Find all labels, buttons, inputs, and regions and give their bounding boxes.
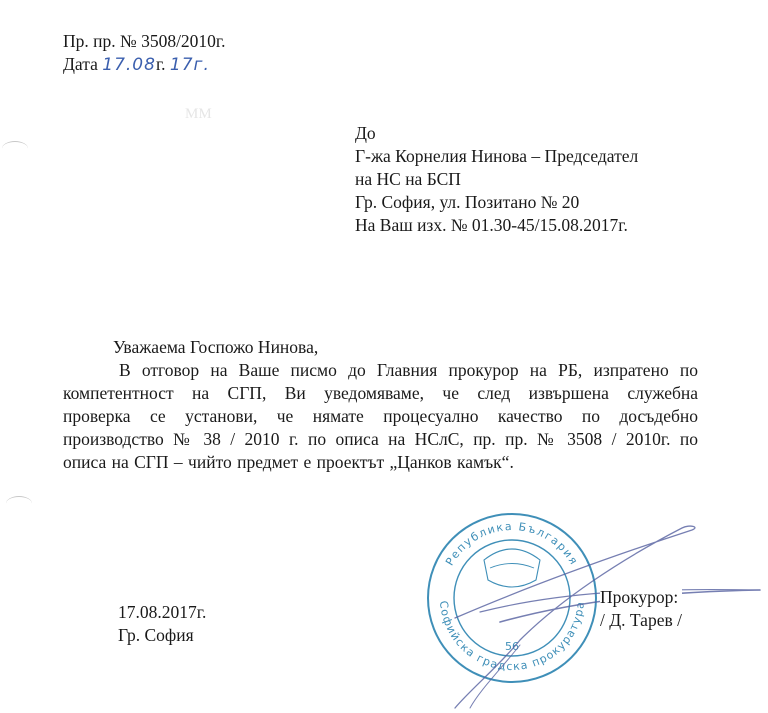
signature-block: [600, 586, 682, 632]
addressee-to: До: [355, 123, 376, 143]
addressee-address: Гр. София, ул. Позитано № 20: [355, 192, 580, 212]
date-label: Дата: [63, 54, 98, 74]
addressee-reference: На Ваш изх. № 01.30-45/15.08.2017г.: [355, 215, 628, 235]
addressee-name: Г-жа Корнелия Нинова – Председател: [355, 146, 639, 166]
body-line: компетентност на СГП, Ви уведомяваме, че след извършена служебна: [63, 383, 698, 403]
body-line: В отговор на Ваше писмо до Главния прокурор на РБ, изпратено по: [119, 360, 698, 380]
date-g: г.: [155, 54, 166, 74]
salutation: Уважаема Госпожо Нинова,: [113, 337, 319, 357]
footer-city: Гр. София: [118, 625, 194, 645]
body-line: проверка се установи, че нямате процесуално качество по досъдебно: [63, 406, 698, 426]
body-line: производство № 38 / 2010 г. по описа на НСлС, пр. пр. № 3508 / 2010г. по: [63, 429, 698, 449]
signatory-name: / Д. Тарев /: [600, 610, 682, 630]
stamp-number: 56: [505, 640, 519, 653]
date-handwritten-year: 17г.: [169, 55, 210, 75]
stamp-text-top: Република България: [443, 519, 581, 568]
case-number: Пр. пр. № 3508/2010г.: [63, 31, 226, 51]
signature-role: Прокурор:: [600, 587, 679, 607]
body-line: описа на СГП – чийто предмет е проектът „Цанков камък“.: [63, 452, 514, 472]
registry-mark: ММ: [185, 106, 212, 122]
footer-date: 17.08.2017г.: [118, 602, 207, 622]
date-handwritten-day: 17.08: [102, 55, 156, 75]
stamp-text-bottom: Софийска градска прокуратура: [436, 600, 588, 674]
addressee-org: на НС на БСП: [355, 169, 461, 189]
